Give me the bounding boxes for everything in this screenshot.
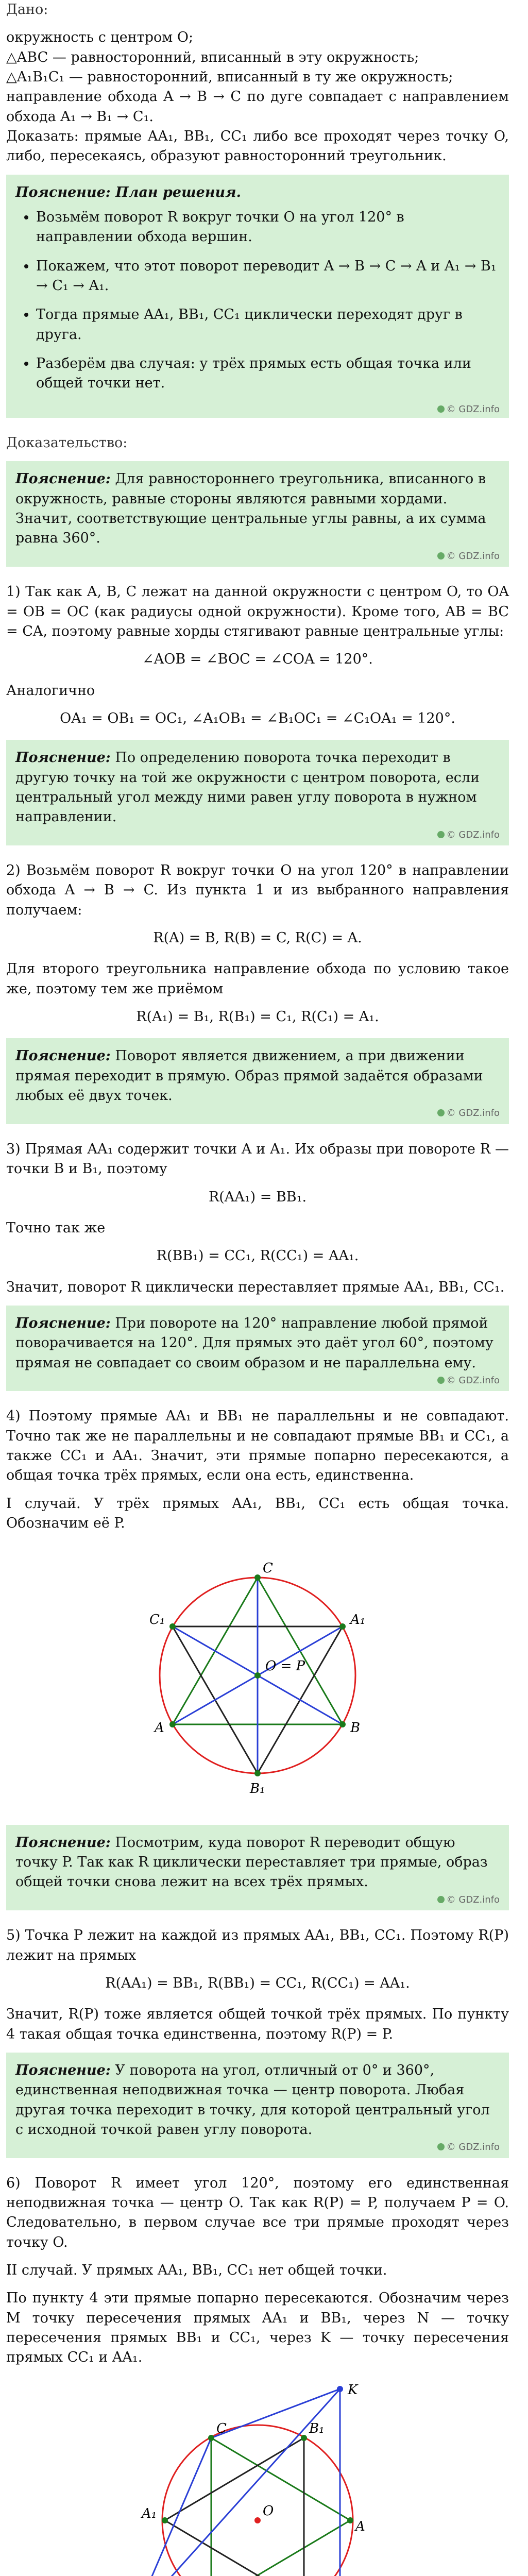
gdz-logo-icon xyxy=(437,1377,445,1384)
plan-item-3: • Тогда прямые AA₁, BB₁, CC₁ циклически переходят друг в друга. xyxy=(36,305,500,345)
point xyxy=(169,1623,176,1630)
step-1-formula-1: ∠AOB = ∠BOC = ∠COA = 120°. xyxy=(142,651,373,668)
label-c: C xyxy=(216,2420,227,2436)
gdz-watermark: © GDZ.info xyxy=(15,403,500,416)
step-3-formula-2: R(BB₁) = CC₁, R(CC₁) = AA₁. xyxy=(156,1248,359,1264)
figure-1-svg xyxy=(124,1541,391,1809)
label-k: K xyxy=(348,2382,358,2398)
given-line-2: △ABC — равносторонний, вписанный в эту окружность; xyxy=(6,49,419,65)
step-6-text: 6) Поворот R имеет угол 120°, поэтому его единственная неподвижная точка — центр O. Так как R(P) = P, получаем P = O. Следовательно, в первом случае все три прямые проходят через точку O. xyxy=(6,2175,509,2250)
hint-3-title: Пояснение: xyxy=(15,1048,111,1064)
gdz-logo-icon xyxy=(437,2143,445,2150)
step-3-text-2: Точно так же xyxy=(6,1219,106,1236)
hint-5-text: Посмотрим, куда поворот R переводит общую точку P. Так как R циклически переставляет три прямые, образ общей точки снова лежит на всех трёх прямых. xyxy=(15,1834,488,1890)
point xyxy=(254,1574,261,1581)
proof-label: Доказательство: xyxy=(6,435,128,451)
hint-1-title: Пояснение: xyxy=(15,471,111,487)
hint-2-text: По определению поворота точка переходит в другую точку на той же окружности с центром поворота, если центральный угол между ними равен углу поворота в нужном направлении. xyxy=(15,750,480,825)
case-2-text: По пункту 4 эти прямые попарно пересекаются. Обозначим через M точку пересечения прямых AA₁ и BB₁, через N — точку пересечения прямых BB₁ и CC₁, через K — точку пересечения прямых CC₁ и AA₁. xyxy=(6,2290,509,2366)
point xyxy=(339,1721,346,1727)
step-2-formula-1: R(A) = B, R(B) = C, R(C) = A. xyxy=(153,930,362,946)
label-c: C xyxy=(263,1561,273,1577)
hint-3 xyxy=(6,1038,509,1124)
plan-hint xyxy=(6,175,509,418)
step-3-text-3: Значит, поворот R циклически переставляет прямые AA₁, BB₁, CC₁. xyxy=(6,1279,505,1295)
hint-2-title: Пояснение: xyxy=(15,750,111,766)
point xyxy=(254,1672,261,1679)
step-5-text: 5) Точка P лежит на каждой из прямых AA₁, BB₁, CC₁. Поэтому R(P) лежит на прямых xyxy=(6,1927,509,1963)
gdz-logo-icon xyxy=(437,1109,445,1116)
label-b: B xyxy=(350,1720,361,1736)
gdz-watermark: © GDZ.info xyxy=(15,1107,500,1120)
step-5-text-2: Значит, R(P) тоже является общей точкой трёх прямых. По пункту 4 такая общая точка единственна, поэтому R(P) = P. xyxy=(6,2006,509,2042)
step-3-formula-1: R(AA₁) = BB₁. xyxy=(208,1189,307,1205)
hint-4-text: При повороте на 120° направление любой прямой поворачивается на 120°. Для прямых это даёт угол 60°, поэтому прямая не совпадает со своим образом и не параллельна ему. xyxy=(15,1315,493,1371)
step-2-text-2: Для второго треугольника направление обхода по условию такое же, поэтому тем же приёмом xyxy=(6,961,509,997)
prove-statement: Доказать: прямые AA₁, BB₁, CC₁ либо все проходят через точку O, либо, пересекаясь, образуют равносторонний треугольник. xyxy=(6,128,509,164)
step-3-text: 3) Прямая AA₁ содержит точки A и A₁. Их образы при повороте R — точки B и B₁, поэтому xyxy=(6,1141,509,1177)
label-o: O xyxy=(263,2503,274,2519)
case-1-text: I случай. У трёх прямых AA₁, BB₁, CC₁ есть общая точка. Обозначим её P. xyxy=(6,1495,509,1532)
hint-2 xyxy=(6,740,509,845)
label-b1: B₁ xyxy=(250,1781,265,1797)
label-c1: C₁ xyxy=(149,1612,165,1628)
gdz-watermark: © GDZ.info xyxy=(15,1374,500,1387)
plan-item-2: • Покажем, что этот поворот переводит A → B → C → A и A₁ → B₁ → C₁ → A₁. xyxy=(36,257,500,296)
hint-5-title: Пояснение: xyxy=(15,1834,111,1851)
gdz-logo-icon xyxy=(437,552,445,560)
given-line-1: окружность с центром O; xyxy=(6,29,194,46)
hint-4 xyxy=(6,1306,509,1392)
gdz-logo-icon xyxy=(437,1896,445,1903)
figure-case-2 xyxy=(6,2376,509,2576)
point xyxy=(301,2435,307,2441)
label-a1: A₁ xyxy=(350,1612,366,1628)
plan-list xyxy=(15,208,500,394)
point xyxy=(339,1623,346,1630)
hint-4-title: Пояснение: xyxy=(15,1315,111,1331)
point xyxy=(254,1770,261,1776)
given-line-4: направление обхода A → B → C по дуге совпадает с направлением обхода A₁ → B₁ → C₁. xyxy=(6,89,509,125)
step-1-text: 1) Так как A, B, C лежат на данной окружности с центром O, то OA = OB = OC (как радиусы одной окружности). Кроме того, AB = BC = CA, поэтому равные хорды стягивают равные центральные углы: xyxy=(6,584,509,639)
gdz-watermark: © GDZ.info xyxy=(15,1893,500,1907)
step-4-text: 4) Поэтому прямые AA₁ и BB₁ не параллельны и не совпадают. Точно так же не параллельны и не совпадают прямые BB₁ и CC₁, а также CC₁ и AA₁. Значит, эти прямые попарно пересекаются, а общая точка трёх прямых, если она есть, единственна. xyxy=(6,1408,509,1484)
label-a1: A₁ xyxy=(142,2505,157,2521)
label-o-p: O = P xyxy=(265,1658,305,1674)
gdz-watermark: © GDZ.info xyxy=(15,828,500,842)
label-b1: B₁ xyxy=(309,2420,325,2436)
gdz-logo-icon xyxy=(437,405,445,413)
hint-5 xyxy=(6,1825,509,1911)
gdz-watermark: © GDZ.info xyxy=(15,2141,500,2154)
center-point xyxy=(254,2517,261,2523)
given-line-3: △A₁B₁C₁ — равносторонний, вписанный в ту же окружность; xyxy=(6,69,453,85)
gdz-watermark: © GDZ.info xyxy=(15,550,500,563)
plan-title: Пояснение: План решения. xyxy=(15,184,242,200)
step-5-formula-1: R(AA₁) = BB₁, R(BB₁) = CC₁, R(CC₁) = AA₁. xyxy=(105,1975,410,1991)
hint-1 xyxy=(6,461,509,567)
hint-1-text: Для равностороннего треугольника, вписанного в окружность, равные стороны являются равными хордами. Значит, соответствующие центральные углы равны, а их сумма равна 360°. xyxy=(15,471,486,547)
given-block xyxy=(6,0,509,166)
plan-item-4: • Разберём два случая: у трёх прямых есть общая точка или общей точки нет. xyxy=(36,354,500,394)
step-2-text: 2) Возьмём поворот R вокруг точки O на угол 120° в направлении обхода A → B → C. Из пункта 1 и из выбранного направления получаем: xyxy=(6,862,509,918)
point xyxy=(347,2517,353,2523)
hint-6 xyxy=(6,2053,509,2158)
hint-6-text: У поворота на угол, отличный от 0° и 360°, единственная неподвижная точка — центр поворота. Любая другая точка переходит в точку, для которой центральный угол с исходной точкой равен углу поворота. xyxy=(15,2062,490,2138)
point xyxy=(169,1721,176,1727)
label-a: A xyxy=(355,2518,365,2534)
point xyxy=(337,2386,343,2392)
step-2-formula-2: R(A₁) = B₁, R(B₁) = C₁, R(C₁) = A₁. xyxy=(136,1009,379,1025)
circle xyxy=(162,2425,353,2576)
plan-item-1: • Возьмём поворот R вокруг точки O на угол 120° в направлении обхода вершин. xyxy=(36,208,500,247)
point xyxy=(208,2435,214,2441)
step-1-similarly: Аналогично xyxy=(6,682,95,699)
figure-2-svg xyxy=(113,2376,402,2576)
point xyxy=(162,2517,168,2523)
hint-3-text: Поворот является движением, а при движении прямая переходит в прямую. Образ прямой задаётся образами любых её двух точек. xyxy=(15,1048,483,1104)
step-1-formula-2: OA₁ = OB₁ = OC₁, ∠A₁OB₁ = ∠B₁OC₁ = ∠C₁OA₁ = 120°. xyxy=(60,710,455,726)
given-label: Дано: xyxy=(6,2,48,18)
hint-6-title: Пояснение: xyxy=(15,2062,111,2078)
gdz-logo-icon xyxy=(437,831,445,838)
figure-case-1 xyxy=(6,1541,509,1815)
case-2-title: II случай. У прямых AA₁, BB₁, CC₁ нет общей точки. xyxy=(6,2262,387,2279)
label-a: A xyxy=(155,1720,164,1736)
